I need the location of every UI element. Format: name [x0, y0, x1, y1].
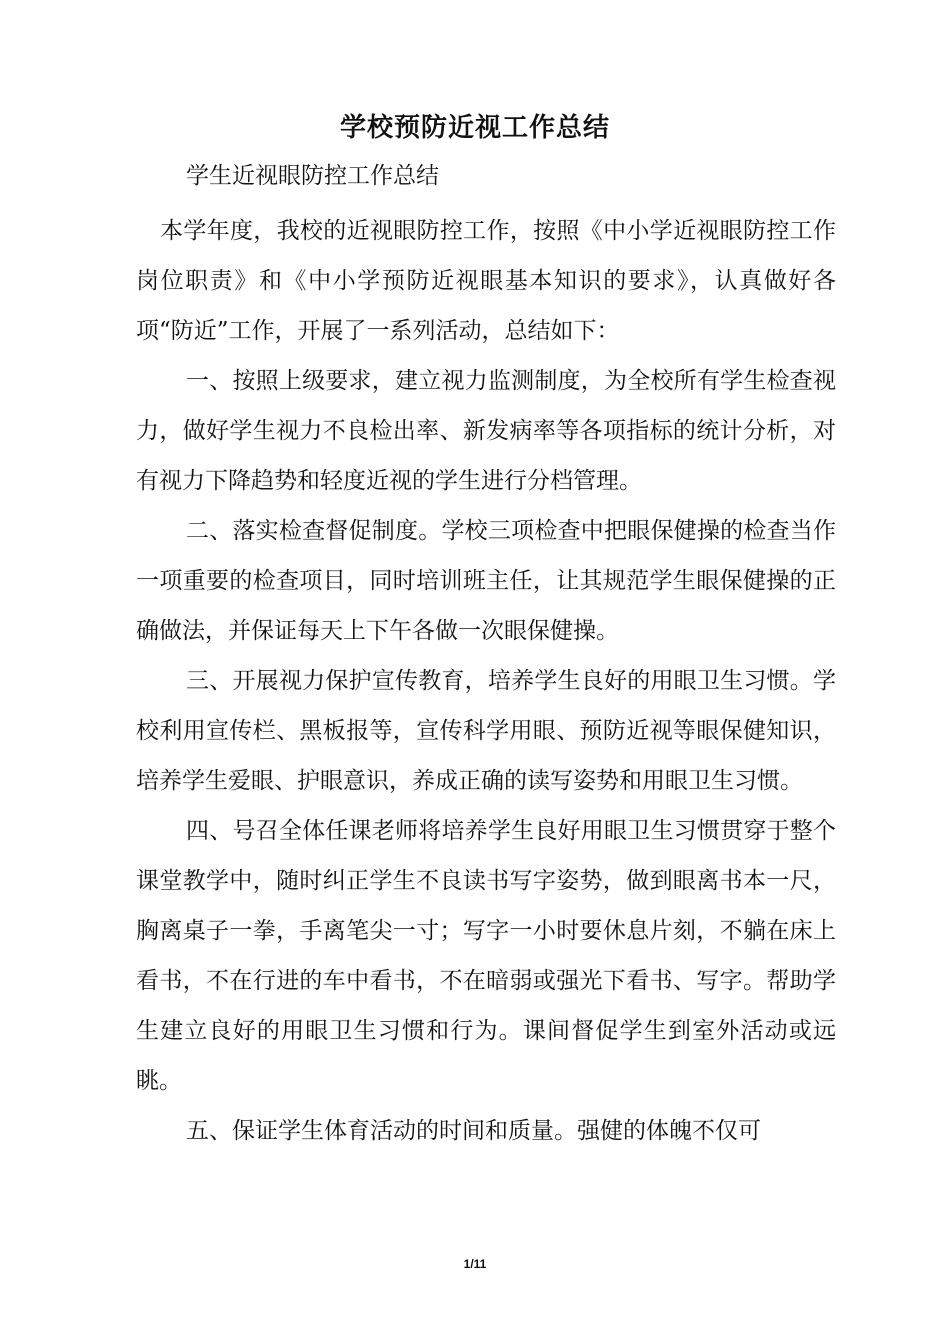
page-number: 1/11	[463, 1257, 487, 1271]
paragraph-2: 二、落实检查督促制度。学校三项检查中把眼保健操的检查当作一项重要的检查项目，同时培训班主任，让其规范学生眼保健操的正确做法，并保证每天上下午各做一次眼保健操。	[136, 518, 836, 644]
document-subtitle: 学生近视眼防控工作总结	[186, 163, 439, 189]
paragraph-4: 四、号召全体任课老师将培养学生良好用眼卫生习惯贯穿于整个课堂教学中，随时纠正学生不良读书写字姿势，做到眼离书本一尺，胸离桌子一拳，手离笔尖一寸；写字一小时要休息片刻，不躺在床上看书，不在行进的车中看书，不在暗弱或强光下看书、写字。帮助学生建立良好的用眼卫生习惯和行为。课间督促学生到室外活动或远眺。	[136, 818, 836, 1094]
paragraph-5: 五、保证学生体育活动的时间和质量。强健的体魄不仅可	[186, 1118, 761, 1144]
paragraph-intro: 本学年度，我校的近视眼防控工作，按照《中小学近视眼防控工作岗位职责》和《中小学预防近视眼基本知识的要求》，认真做好各项“防近”工作，开展了一系列活动，总结如下：	[136, 218, 836, 344]
paragraph-3: 三、开展视力保护宣传教育，培养学生良好的用眼卫生习惯。学校利用宣传栏、黑板报等，宣传科学用眼、预防近视等眼保健知识，培养学生爱眼、护眼意识，养成正确的读写姿势和用眼卫生习惯。	[136, 668, 836, 794]
paragraph-1: 一、按照上级要求，建立视力监测制度，为全校所有学生检查视力，做好学生视力不良检出率、新发病率等各项指标的统计分析，对有视力下降趋势和轻度近视的学生进行分档管理。	[136, 368, 836, 494]
document-title: 学校预防近视工作总结	[339, 113, 610, 143]
document-body	[136, 206, 836, 1156]
